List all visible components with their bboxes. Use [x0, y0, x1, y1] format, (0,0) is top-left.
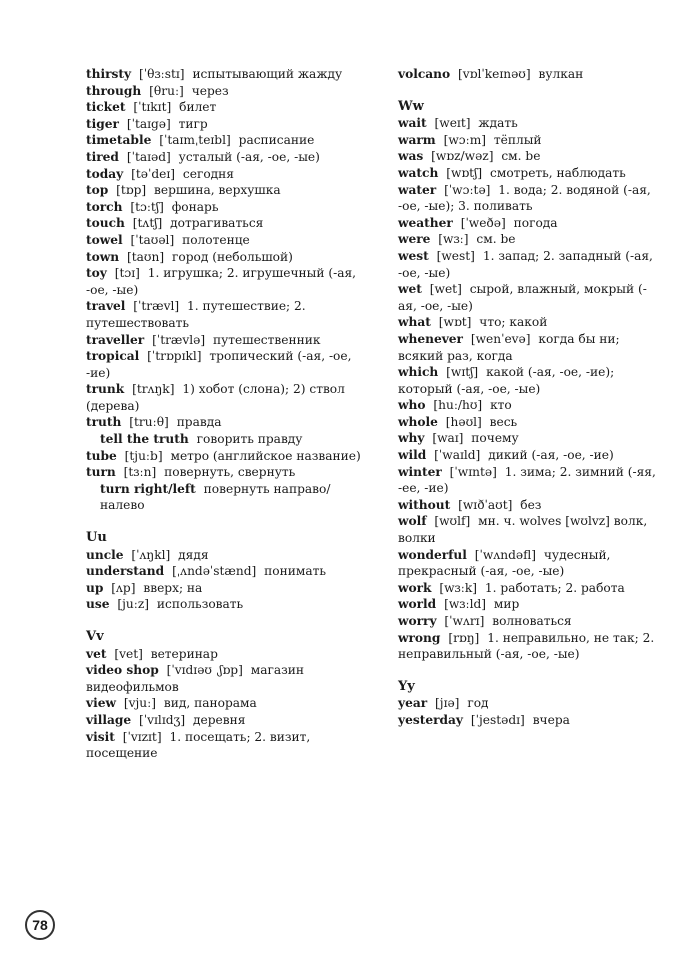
translation: дотрагиваться	[170, 216, 264, 231]
translation: 1. посещать; 2. визит, посещение	[86, 729, 311, 761]
section-gap	[86, 514, 374, 530]
headword: view	[86, 696, 116, 711]
transcription: [ˈvɪzɪt]	[122, 729, 162, 744]
translation: тропический (-ая, -ое, -ие)	[86, 349, 352, 380]
transcription: [tɜːn]	[123, 465, 157, 480]
translation: вулкан	[538, 67, 584, 81]
headword: year	[398, 696, 428, 711]
headword: wrong	[398, 630, 441, 645]
headword: video shop	[86, 663, 159, 678]
transcription: [juːz]	[117, 597, 150, 612]
dictionary-entry	[398, 580, 660, 597]
headword: worry	[398, 614, 437, 628]
dictionary-entry	[86, 448, 374, 465]
transcription: [trʌŋk]	[132, 382, 175, 397]
transcription: [ˈwaɪld]	[434, 448, 481, 463]
dictionary-entry	[86, 662, 374, 695]
transcription: [ˈwʌndəfl]	[474, 547, 536, 562]
dictionary-entry	[398, 447, 660, 464]
dictionary-entry	[398, 281, 660, 314]
transcription: [ˈtrævl]	[133, 299, 180, 314]
headword: toy	[86, 266, 107, 281]
translation: билет	[179, 100, 217, 115]
headword: work	[398, 580, 432, 595]
dictionary-entry	[398, 497, 660, 514]
translation: полотенце	[182, 232, 250, 247]
dictionary-entry	[86, 249, 374, 266]
dictionary-entry	[398, 115, 660, 132]
transcription: [tjuːb]	[124, 448, 163, 463]
headword: ticket	[86, 100, 126, 115]
transcription: [ˈθɜːstɪ]	[139, 67, 185, 81]
transcription: [ˈtrɒpɪkl]	[147, 349, 202, 364]
translation: путешественник	[213, 332, 321, 347]
sub-phrase: turn right/left	[100, 481, 196, 496]
transcription: [jɪə]	[435, 696, 460, 711]
dictionary-entry	[398, 231, 660, 248]
transcription: [ˈweðə]	[460, 215, 506, 230]
transcription: [ˈtaɪmˌteɪbl]	[159, 133, 231, 148]
translation: вчера	[532, 712, 570, 727]
transcription: [wɒtʃ]	[446, 165, 483, 180]
headword: thirsty	[86, 67, 132, 81]
headword: who	[398, 398, 426, 413]
transcription: [tɔːtʃ]	[130, 199, 164, 214]
translation: испытывающий жажду	[192, 67, 343, 81]
headword: whenever	[398, 331, 463, 346]
dictionary-entry	[398, 695, 660, 712]
translation: год	[467, 696, 489, 711]
dictionary-entry	[398, 547, 660, 580]
transcription: [ˈtaʊəl]	[130, 232, 175, 247]
page-number: 78	[25, 910, 55, 940]
translation: когда бы ни; всякий раз, когда	[398, 331, 620, 363]
translation: 1) хобот (слона); 2) ствол (дерева)	[86, 382, 345, 413]
transcription: [wɜː]	[438, 232, 469, 247]
headword: what	[398, 315, 431, 330]
dictionary-entry	[398, 215, 660, 232]
translation: смотреть, наблюдать	[490, 165, 626, 180]
translation: мн. ч. wolves [wʊlvz] волк, волки	[398, 514, 648, 546]
headword: wild	[398, 448, 427, 463]
translation: деревня	[193, 712, 246, 727]
dictionary-entry	[398, 613, 660, 630]
translation: весь	[489, 414, 518, 429]
headword: wet	[398, 282, 422, 297]
dictionary-entry	[86, 381, 374, 414]
dictionary-entry	[86, 547, 374, 564]
transcription: [waɪ]	[432, 431, 464, 446]
translation: волноваться	[492, 614, 572, 628]
translation: 1. вода; 2. водяной (-ая, -ое, -ые); 3. поливать	[398, 182, 651, 214]
dictionary-entry	[86, 66, 374, 83]
transcription: [tɔɪ]	[114, 266, 140, 281]
headword: visit	[86, 729, 115, 744]
translation: дядя	[178, 547, 209, 562]
sub-entry	[86, 481, 374, 514]
transcription: [west]	[436, 248, 475, 263]
headword: tropical	[86, 349, 140, 364]
headword: west	[398, 248, 429, 263]
dictionary-entry	[86, 166, 374, 183]
headword: tired	[86, 149, 119, 164]
transcription: [təˈdeɪ]	[131, 166, 176, 181]
transcription: [huː/hʊ]	[433, 398, 483, 413]
dictionary-entry	[398, 165, 660, 182]
transcription: [ˈwɔːtə]	[444, 182, 491, 197]
translation: фонарь	[171, 199, 219, 214]
dictionary-entry	[398, 66, 660, 83]
translation: усталый (-ая, -ое, -ые)	[178, 149, 320, 164]
dictionary-entry	[86, 596, 374, 613]
headword: world	[398, 597, 437, 612]
headword: traveller	[86, 332, 145, 347]
headword: through	[86, 83, 142, 98]
section-gap	[398, 83, 660, 99]
translation: магазин видеофильмов	[86, 663, 305, 694]
translation: 1. зима; 2. зимний (-яя, -ее, -ие)	[398, 464, 656, 496]
dictionary-entry	[398, 464, 660, 497]
dictionary-entry	[398, 132, 660, 149]
dictionary-entry	[86, 199, 374, 216]
transcription: [wɜːk]	[439, 580, 478, 595]
transcription: [wɒz/wəz]	[431, 149, 494, 164]
dictionary-entry	[86, 563, 374, 580]
dictionary-entry	[86, 99, 374, 116]
left-column	[86, 66, 374, 762]
headword: uncle	[86, 547, 124, 562]
headword: torch	[86, 199, 123, 214]
transcription: [taʊn]	[127, 249, 165, 264]
translation: вверх; на	[143, 580, 203, 595]
headword: warm	[398, 132, 436, 147]
headword: why	[398, 431, 425, 446]
translation: понимать	[264, 564, 327, 579]
translation: 1. игрушка; 2. игрушечный (-ая, -ое, -ые)	[86, 266, 357, 297]
translation: город (небольшой)	[171, 249, 293, 264]
transcription: [ˌʌndəˈstænd]	[172, 564, 257, 579]
translation: использовать	[156, 597, 244, 612]
dictionary-entry	[398, 148, 660, 165]
letter-heading: Ww	[398, 98, 424, 114]
translation: сырой, влажный, мокрый (-ая, -ое, -ые)	[398, 282, 647, 313]
transcription: [ˈwʌrɪ]	[444, 614, 485, 628]
translation: ждать	[478, 116, 518, 131]
headword: tiger	[86, 116, 119, 131]
transcription: [ˈwɪntə]	[449, 464, 497, 479]
headword: touch	[86, 216, 125, 231]
translation: 1. запад; 2. западный (-ая, -ое, -ые)	[398, 248, 653, 280]
transcription: [ˈʌŋkl]	[131, 547, 171, 562]
dictionary-entry	[86, 182, 374, 199]
dictionary-entry	[398, 596, 660, 613]
dictionary-entry	[86, 695, 374, 712]
transcription: [wɔːm]	[443, 132, 487, 147]
transcription: [ˈtɪkɪt]	[133, 100, 172, 115]
dictionary-entry	[398, 314, 660, 331]
headword: use	[86, 597, 110, 612]
letter-heading: Yy	[398, 678, 415, 694]
headword: watch	[398, 165, 439, 180]
translation: мир	[493, 597, 520, 612]
translation: метро (английское название)	[170, 448, 361, 463]
transcription: [wɪðˈaʊt]	[458, 497, 513, 512]
headword: town	[86, 249, 120, 264]
translation: 1. неправильно, не так; 2. неправильный (-ая, -ое, -ые)	[398, 630, 655, 662]
transcription: [vɒlˈkeɪnəʊ]	[458, 67, 531, 81]
sub-phrase: tell the truth	[100, 432, 189, 447]
letter-heading: Vv	[86, 629, 104, 644]
transcription: [wet]	[429, 282, 462, 297]
transcription: [truːθ]	[129, 415, 169, 430]
headword: water	[398, 182, 437, 197]
section-gap	[398, 663, 660, 679]
headword: travel	[86, 299, 126, 314]
dictionary-entry	[86, 332, 374, 349]
headword: timetable	[86, 133, 152, 148]
right-column	[398, 66, 660, 729]
transcription: [ˈjestədɪ]	[470, 712, 525, 727]
translation: что; какой	[479, 315, 548, 330]
dictionary-entry	[86, 116, 374, 133]
translation: почему	[471, 431, 519, 446]
dictionary-entry	[398, 712, 660, 729]
translation: см. be	[476, 232, 516, 247]
dictionary-entry	[86, 265, 374, 298]
dictionary-entry	[398, 182, 660, 215]
transcription: [wenˈevə]	[470, 331, 531, 346]
dictionary-entry	[86, 149, 374, 166]
translation: см. be	[501, 149, 541, 164]
dictionary-entry	[86, 414, 374, 431]
translation: повернуть, свернуть	[164, 465, 296, 480]
dictionary-entry	[86, 232, 374, 249]
transcription: [wɪtʃ]	[446, 365, 479, 380]
headword: winter	[398, 464, 442, 479]
headword: yesterday	[398, 712, 464, 727]
headword: volcano	[398, 67, 451, 81]
dictionary-entry	[86, 348, 374, 381]
transcription: [tʌtʃ]	[132, 216, 163, 231]
translation: вершина, верхушка	[154, 183, 281, 198]
transcription: [wɒt]	[438, 315, 472, 330]
transcription: [rɒŋ]	[448, 630, 480, 645]
letter-heading: Uu	[86, 530, 107, 546]
headword: without	[398, 497, 451, 512]
transcription: [ˈtaɪəd]	[126, 149, 171, 164]
sub-translation: повернуть направо/налево	[100, 481, 331, 513]
headword: trunk	[86, 382, 125, 397]
translation: правда	[176, 415, 222, 430]
translation: сегодня	[182, 166, 234, 181]
headword: up	[86, 580, 104, 595]
dictionary-entry	[398, 331, 660, 364]
dictionary-entry	[398, 513, 660, 546]
headword: village	[86, 712, 132, 727]
headword: wait	[398, 116, 427, 131]
headword: whole	[398, 414, 438, 429]
headword: top	[86, 183, 109, 198]
headword: truth	[86, 415, 122, 430]
transcription: [ˈtrævlə]	[152, 332, 206, 347]
transcription: [tɒp]	[116, 183, 147, 198]
transcription: [wɜːld]	[444, 597, 487, 612]
headword: towel	[86, 232, 123, 247]
transcription: [ˈvɪlɪdʒ]	[139, 712, 186, 727]
headword: wonderful	[398, 547, 467, 562]
translation: кто	[490, 398, 512, 413]
dictionary-entry	[86, 298, 374, 331]
sub-entry	[86, 431, 374, 448]
dictionary-entry	[86, 646, 374, 663]
dictionary-entry	[86, 712, 374, 729]
headword: turn	[86, 465, 116, 480]
dictionary-entry	[398, 430, 660, 447]
transcription: [weɪt]	[434, 116, 471, 131]
transcription: [ˈtaɪgə]	[126, 116, 171, 131]
headword: wolf	[398, 514, 427, 529]
headword: tube	[86, 448, 117, 463]
translation: какой (-ая, -ое, -ие); который (-ая, -ое, -ые)	[398, 365, 615, 396]
translation: тёплый	[493, 132, 542, 147]
dictionary-entry	[398, 364, 660, 397]
headword: understand	[86, 564, 165, 579]
translation: дикий (-ая, -ое, -ие)	[488, 448, 614, 463]
dictionary-entry	[398, 397, 660, 414]
headword: today	[86, 166, 124, 181]
translation: 1. путешествие; 2. путешествовать	[86, 299, 306, 330]
transcription: [ˈvɪdɪəʊ ˌʃɒp]	[166, 663, 243, 678]
transcription: [vet]	[114, 646, 143, 661]
translation: без	[520, 497, 542, 512]
dictionary-entry	[86, 464, 374, 481]
headword: vet	[86, 646, 107, 661]
dictionary-entry	[86, 729, 374, 762]
transcription: [ʌp]	[111, 580, 136, 595]
section-gap	[86, 613, 374, 629]
headword: weather	[398, 215, 453, 230]
dictionary-entry	[398, 630, 660, 663]
transcription: [vjuː]	[123, 696, 156, 711]
translation: ветеринар	[150, 646, 218, 661]
dictionary-entry	[86, 580, 374, 597]
transcription: [wʊlf]	[434, 514, 471, 529]
translation: чудесный, прекрасный (-ая, -ое, -ые)	[398, 547, 611, 579]
dictionary-entry	[86, 215, 374, 232]
translation: тигр	[178, 116, 208, 131]
dictionary-entry	[398, 414, 660, 431]
headword: were	[398, 232, 431, 247]
transcription: [həʊl]	[445, 414, 482, 429]
headword: was	[398, 149, 424, 164]
dictionary-entry	[86, 132, 374, 149]
sub-translation: говорить правду	[196, 432, 303, 447]
headword: which	[398, 365, 439, 380]
dictionary-entry	[398, 248, 660, 281]
dictionary-entry	[86, 83, 374, 100]
translation: 1. работать; 2. работа	[484, 580, 625, 595]
translation: через	[191, 83, 229, 98]
translation: вид, панорама	[163, 696, 257, 711]
translation: погода	[513, 215, 558, 230]
translation: расписание	[238, 133, 315, 148]
transcription: [θruː]	[149, 83, 184, 98]
